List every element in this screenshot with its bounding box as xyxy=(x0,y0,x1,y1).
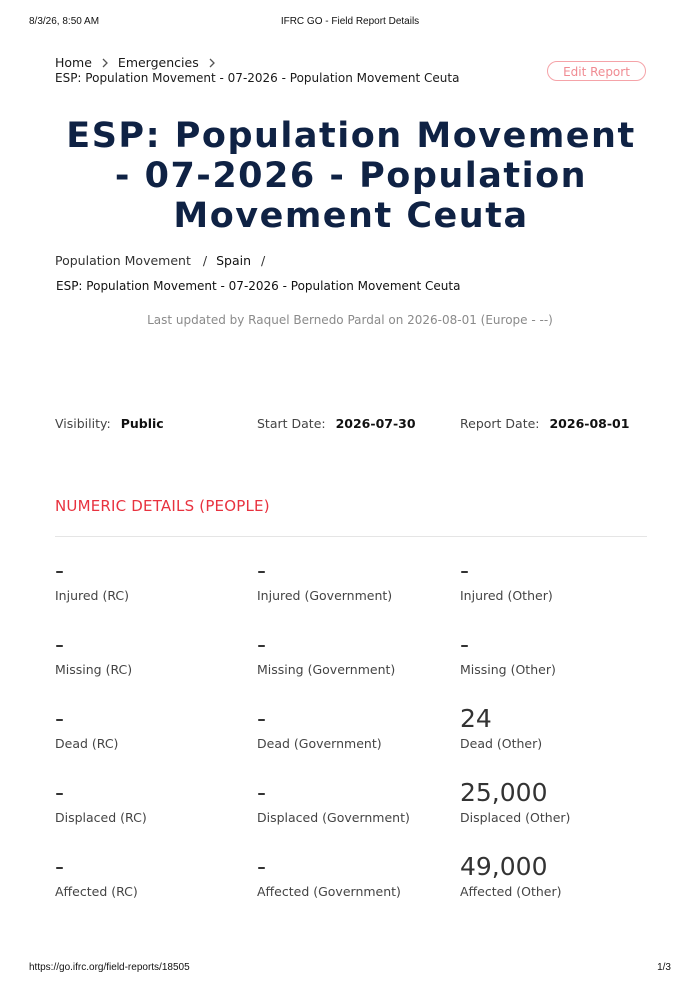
chevron-right-icon xyxy=(98,56,112,70)
page-title: ESP: Population Movement - 07-2026 - Population Movement Ceuta xyxy=(66,116,636,236)
stat-label: Dead (RC) xyxy=(55,736,119,751)
print-datetime: 8/3/26, 8:50 AM xyxy=(29,16,100,27)
edit-report-button[interactable]: Edit Report xyxy=(547,61,646,81)
stat-value: - xyxy=(257,778,267,807)
stat-value: - xyxy=(460,556,470,585)
stat-value: - xyxy=(55,630,65,659)
numeric-details-heading: NUMERIC DETAILS (PEOPLE) xyxy=(55,497,270,515)
stat-label: Displaced (Other) xyxy=(460,810,571,825)
stat-label: Affected (Government) xyxy=(257,884,401,899)
stat-label: Injured (RC) xyxy=(55,588,130,603)
stat-displaced-rc xyxy=(55,778,245,825)
stat-dead-other xyxy=(460,704,650,751)
stat-label: Dead (Other) xyxy=(460,736,543,751)
stat-value: - xyxy=(55,556,65,585)
breadcrumb-home-link[interactable]: Home xyxy=(55,55,92,70)
stat-label: Injured (Other) xyxy=(460,588,553,603)
stat-dead-government xyxy=(257,704,447,751)
stat-label: Injured (Government) xyxy=(257,588,393,603)
report-tags xyxy=(55,253,274,268)
country-link[interactable]: Spain xyxy=(216,253,252,268)
stat-displaced-other xyxy=(460,778,650,825)
breadcrumb-current-link[interactable]: ESP: Population Movement - 07-2026 - Population Movement Ceuta xyxy=(55,71,460,85)
stat-label: Affected (Other) xyxy=(460,884,562,899)
stat-missing-other xyxy=(460,630,650,677)
stat-displaced-government xyxy=(257,778,447,825)
stat-label: Affected (RC) xyxy=(55,884,138,899)
event-link[interactable]: ESP: Population Movement - 07-2026 - Population Movement Ceuta xyxy=(56,279,461,293)
stat-value: - xyxy=(55,704,65,733)
stat-missing-rc xyxy=(55,630,245,677)
tag-separator: / xyxy=(202,253,208,268)
stat-value: - xyxy=(257,556,267,585)
visibility-label: Visibility: xyxy=(55,416,111,431)
stat-affected-rc xyxy=(55,852,245,899)
report-date-value: 2026-08-01 xyxy=(549,416,630,431)
chevron-right-icon xyxy=(205,56,219,70)
start-date-label: Start Date: xyxy=(257,416,326,431)
visibility-field xyxy=(55,416,164,431)
stat-label: Displaced (Government) xyxy=(257,810,410,825)
start-date-value: 2026-07-30 xyxy=(335,416,416,431)
stat-value: - xyxy=(257,630,267,659)
stat-missing-government xyxy=(257,630,447,677)
stat-affected-government xyxy=(257,852,447,899)
stat-label: Missing (RC) xyxy=(55,662,133,677)
breadcrumb-emergencies-link[interactable]: Emergencies xyxy=(117,55,199,70)
stat-dead-rc xyxy=(55,704,245,751)
section-divider xyxy=(55,536,647,537)
stat-label: Dead (Government) xyxy=(257,736,382,751)
stat-value: - xyxy=(460,630,470,659)
print-url: https://go.ifrc.org/field-reports/18505 xyxy=(29,962,190,973)
stat-label: Missing (Other) xyxy=(460,662,556,677)
stat-value: 25,000 xyxy=(460,778,548,807)
stat-injured-rc xyxy=(55,556,245,603)
tag-separator: / xyxy=(261,253,266,268)
start-date-field xyxy=(257,416,416,431)
stat-value: 49,000 xyxy=(460,852,548,881)
visibility-value: Public xyxy=(120,416,164,431)
stat-value: - xyxy=(257,704,267,733)
breadcrumb xyxy=(55,55,459,85)
stat-value: - xyxy=(257,852,267,881)
print-page-number: 1/3 xyxy=(657,962,671,973)
stat-affected-other xyxy=(460,852,650,899)
print-page-title: IFRC GO - Field Report Details xyxy=(280,16,420,27)
stat-label: Missing (Government) xyxy=(257,662,396,677)
disaster-type-tag: Population Movement xyxy=(55,253,191,268)
last-updated-text: Last updated by Raquel Bernedo Pardal on 2026-08-01 (Europe - --) xyxy=(147,313,553,327)
stat-value: - xyxy=(55,778,65,807)
stat-injured-other xyxy=(460,556,650,603)
stat-value: - xyxy=(55,852,65,881)
report-date-label: Report Date: xyxy=(460,416,540,431)
stat-value: 24 xyxy=(460,704,492,733)
report-date-field xyxy=(460,416,629,431)
stat-label: Displaced (RC) xyxy=(55,810,147,825)
stat-injured-government xyxy=(257,556,447,603)
